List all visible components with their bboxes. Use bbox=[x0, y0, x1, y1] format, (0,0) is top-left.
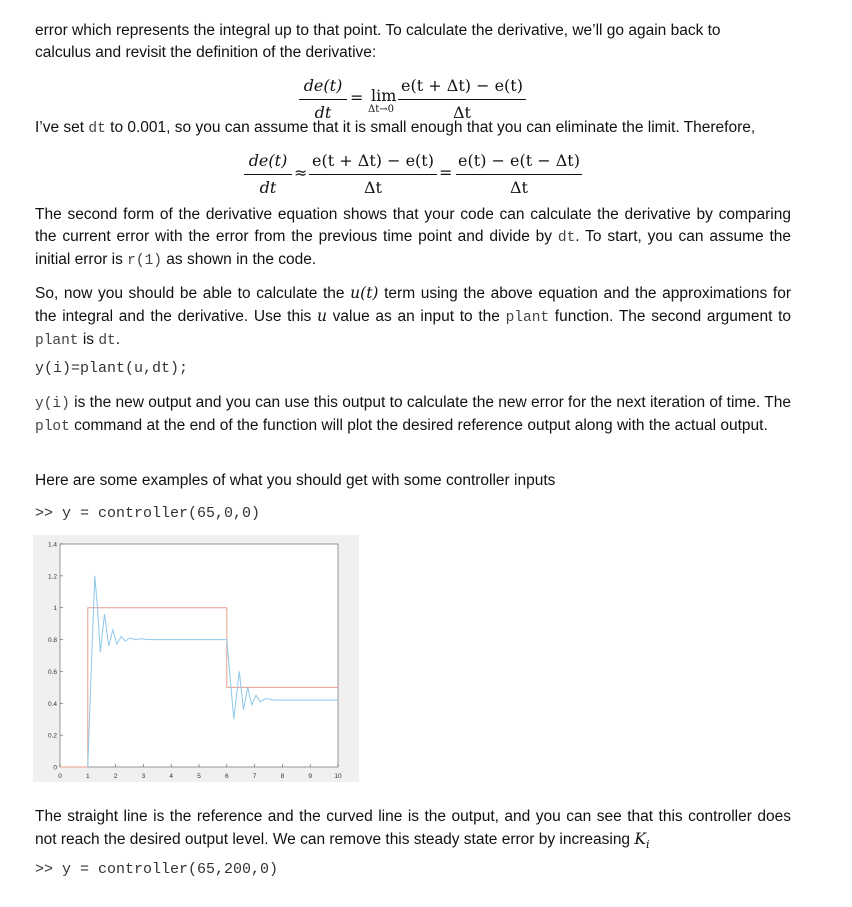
denominator: dt bbox=[314, 103, 332, 122]
approx-sign: ≈ bbox=[294, 163, 308, 182]
matlab-figure bbox=[33, 535, 359, 782]
numerator: e(t + Δt) − e(t) bbox=[309, 150, 437, 175]
text: command at the end of the function will plot the desired reference output along with the actual output. bbox=[69, 417, 768, 434]
x-tick-label: 9 bbox=[308, 773, 313, 780]
denominator: dt bbox=[259, 178, 277, 197]
text: . bbox=[115, 331, 121, 348]
lim-label: lim bbox=[371, 86, 397, 105]
text: I’ve set bbox=[35, 119, 89, 136]
x-tick-label: 2 bbox=[113, 773, 118, 780]
text: to 0.001, so you can assume that it is small enough that you can eliminate the limit. Therefore, bbox=[105, 119, 756, 136]
command-controller-example-2: >> y = controller(65,200,0) bbox=[35, 861, 279, 878]
text: is the new output and you can use this output to calculate the new error for the next iteration of time. The bbox=[69, 394, 791, 411]
math-inline: u bbox=[316, 307, 327, 325]
math-inline: u(t) bbox=[350, 284, 379, 302]
y-tick-label: 0.4 bbox=[47, 700, 57, 708]
inline-code: plant bbox=[505, 310, 550, 326]
math-subscript: i bbox=[645, 838, 650, 852]
y-tick-label: 1.4 bbox=[47, 541, 57, 549]
x-tick-label: 7 bbox=[252, 773, 257, 780]
equals-sign: = bbox=[350, 88, 364, 107]
y-tick-label: 0.2 bbox=[47, 732, 57, 740]
x-tick-label: 0 bbox=[58, 773, 62, 780]
denominator: Δt bbox=[510, 178, 528, 197]
numerator: de(t) bbox=[244, 150, 292, 175]
text: value as an input to the bbox=[326, 308, 506, 325]
paragraph-derivative-explanation bbox=[35, 204, 791, 272]
denominator: Δt bbox=[453, 103, 471, 122]
text: as shown in the code. bbox=[161, 251, 317, 268]
x-tick-label: 6 bbox=[224, 773, 229, 780]
paragraph-output bbox=[35, 392, 791, 438]
inline-code: plot bbox=[35, 419, 70, 435]
limit-subscript: Δt→0 bbox=[368, 104, 394, 115]
inline-code: dt bbox=[557, 230, 576, 246]
x-tick-label: 1 bbox=[85, 773, 90, 780]
inline-code: dt bbox=[98, 333, 116, 349]
x-tick-label: 5 bbox=[197, 773, 201, 780]
paragraph-intro bbox=[35, 20, 791, 64]
y-tick-label: 0.6 bbox=[47, 668, 57, 676]
text: term using the above equation and the approximations for the integral and the derivative. Use this bbox=[35, 285, 791, 325]
text: The straight line is the reference and the curved line is the output, and you can see that this controller does not reach the desired output level. We can remove this steady state error by increasing bbox=[35, 808, 791, 848]
text: is bbox=[78, 331, 99, 348]
numerator: de(t) bbox=[299, 75, 347, 100]
paragraph-examples: Here are some examples of what you should get with some controller inputs bbox=[35, 472, 556, 489]
code-plant-call: y(i)=plant(u,dt); bbox=[35, 360, 189, 377]
math-symbol: K bbox=[634, 830, 646, 848]
text: The second form of the derivative equation shows that your code can calculate the derivative by comparing the current error with the error from the previous time point and divide by bbox=[35, 206, 791, 245]
math-inline bbox=[634, 830, 650, 852]
x-tick-label: 4 bbox=[169, 773, 174, 780]
equals-sign: = bbox=[439, 163, 453, 182]
y-tick-label: 1 bbox=[53, 605, 57, 613]
inline-code: y(i) bbox=[35, 396, 70, 412]
y-tick-label: 1.2 bbox=[47, 573, 57, 581]
x-tick-label: 10 bbox=[334, 773, 342, 780]
numerator: e(t + Δt) − e(t) bbox=[398, 75, 526, 100]
plot-area bbox=[60, 544, 338, 767]
inline-code: plant bbox=[35, 333, 79, 349]
y-tick-label: 0 bbox=[53, 764, 57, 772]
inline-code: r(1) bbox=[127, 253, 162, 269]
paragraph-u-term bbox=[35, 282, 791, 352]
text: . To start, you can assume the initial error is bbox=[35, 228, 791, 268]
text: function. The second argument to bbox=[549, 308, 791, 325]
inline-code: dt bbox=[88, 121, 106, 137]
paragraph-steady-state bbox=[35, 806, 791, 856]
denominator: Δt bbox=[364, 178, 382, 197]
fraction-lhs bbox=[244, 150, 292, 199]
fraction-middle bbox=[309, 150, 437, 199]
x-tick-label: 8 bbox=[280, 773, 285, 780]
fraction-rhs bbox=[456, 150, 582, 199]
numerator: e(t) − e(t − Δt) bbox=[456, 150, 582, 175]
x-tick-label: 3 bbox=[141, 773, 146, 780]
command-controller-example-1: >> y = controller(65,0,0) bbox=[35, 505, 261, 522]
line-chart bbox=[33, 535, 359, 782]
paragraph-dt bbox=[35, 117, 815, 140]
text-line: calculus and revisit the definition of the derivative: bbox=[35, 44, 377, 61]
y-tick-label: 0.8 bbox=[47, 637, 57, 645]
text: So, now you should be able to calculate the bbox=[35, 285, 351, 302]
text-line: error which represents the integral up to that point. To calculate the derivative, we’ll go again back to bbox=[35, 22, 721, 39]
limit-operator bbox=[371, 88, 396, 104]
